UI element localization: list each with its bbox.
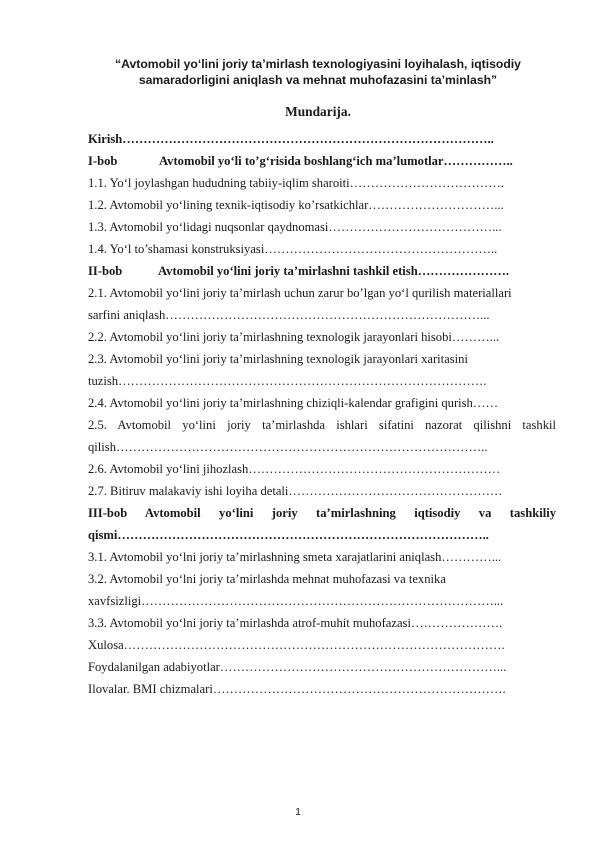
chapter-1-title: Avtomobil yo‘li to’g‘risida boshlang‘ich ma’lumotlar…………….. — [159, 154, 513, 168]
toc-entry-3-2-line-1: 3.2. Avtomobil yo‘lni joriy ta’mirlashda mehnat muhofazasi va texnika — [88, 572, 446, 586]
toc-chapter-2 — [88, 260, 556, 282]
toc-entry-1-2: 1.2. Avtomobil yo‘lining texnik-iqtisodiy ko’rsatkichlar…………………………... — [88, 198, 504, 212]
toc-entry-3-2-line-2: xavfsizligi…………………………………………………………………………... — [88, 594, 504, 608]
chapter-2-label: II-bob — [88, 264, 123, 278]
toc-entry-2-2: 2.2. Avtomobil yo‘lini joriy ta’mirlashning texnologik jarayonlari hisobi………... — [88, 330, 500, 344]
document-title — [88, 56, 548, 88]
toc-entry-2-5-line-2: qilish…………………………………………………………………………….. — [88, 440, 488, 454]
toc-entry-appendix: Ilovalar. BMI chizmalari……………………………………………………………. — [88, 682, 506, 696]
toc-entry-1-1: 1.1. Yo‘l joylashgan hududning tabiiy-iqlim sharoiti………………………………. — [88, 176, 504, 190]
toc-entry-3-3: 3.3. Avtomobil yo‘lni joriy ta’mirlashda atrof-muhit muhofazasi…………………. — [88, 616, 503, 630]
toc-entry-3-1: 3.1. Avtomobil yo‘lni joriy ta’mirlashning smeta xarajatlarini aniqlash…………... — [88, 550, 502, 564]
toc-entry-2-5-line-1: 2.5. Avtomobil yo‘lini joriy ta’mirlashda ishlari sifatini nazorat qilishni tashkil — [88, 418, 556, 432]
toc-chapter-3-line-1: III-bob Avtomobil yo‘lini joriy ta’mirlashning iqtisodiy va tashkiliy — [88, 506, 556, 520]
chapter-2-title: Avtomobil yo‘lini joriy ta’mirlashni tashkil etish…………………. — [158, 264, 510, 278]
toc-entry-2-3-line-2: tuzish……………………………………………………………………………. — [88, 374, 487, 388]
chapter-1-label: I-bob — [88, 154, 118, 168]
toc-entry-1-3: 1.3. Avtomobil yo‘lidagi nuqsonlar qaydnomasi…………………………………... — [88, 220, 502, 234]
toc-entry-2-3-line-1: 2.3. Avtomobil yo‘lini joriy ta’mirlashning texnologik jarayonlari xaritasini — [88, 352, 468, 366]
table-of-contents — [88, 128, 556, 700]
toc-chapter-1 — [88, 150, 556, 172]
toc-entry-2-1-line-1: 2.1. Avtomobil yo‘lini joriy ta’mirlash uchun zarur bo’lgan yo‘l qurilish materiallari — [88, 286, 512, 300]
document-title-line-1: “Avtomobil yo‘lini joriy ta’mirlash texnologiyasini loyihalash, iqtisodiy — [115, 57, 521, 71]
page-number: 1 — [295, 806, 301, 818]
contents-heading: Mundarija. — [285, 104, 351, 119]
toc-entry-2-6: 2.6. Avtomobil yo‘lini jihozlash…………………………………………………… — [88, 462, 501, 476]
toc-entry-2-7: 2.7. Bitiruv malakaviy ishi loyiha detali…………………………………………… — [88, 484, 503, 498]
toc-entry-references: Foydalanilgan adabiyotlar…………………………………………………………... — [88, 660, 507, 674]
toc-entry-2-1-line-2: sarfini aniqlash…………………………………………………………………... — [88, 308, 490, 322]
toc-entry-introduction: Kirish…………………………………………………………………………….. — [88, 132, 494, 146]
toc-chapter-3-line-2: qismi…………………………………………………………………………….. — [88, 528, 489, 542]
document-title-line-2: samaradorligini aniqlash va mehnat muhofazasini ta’minlash” — [138, 73, 498, 87]
toc-entry-2-4: 2.4. Avtomobil yo‘lini joriy ta’mirlashning chiziqli-kalendar grafigini qurish…… — [88, 396, 499, 410]
toc-entry-1-4: 1.4. Yo‘l to’shamasi konstruksiyasi……………………………………………….. — [88, 242, 498, 256]
toc-entry-conclusion: Xulosa………………………………………………………………………………. — [88, 638, 505, 652]
